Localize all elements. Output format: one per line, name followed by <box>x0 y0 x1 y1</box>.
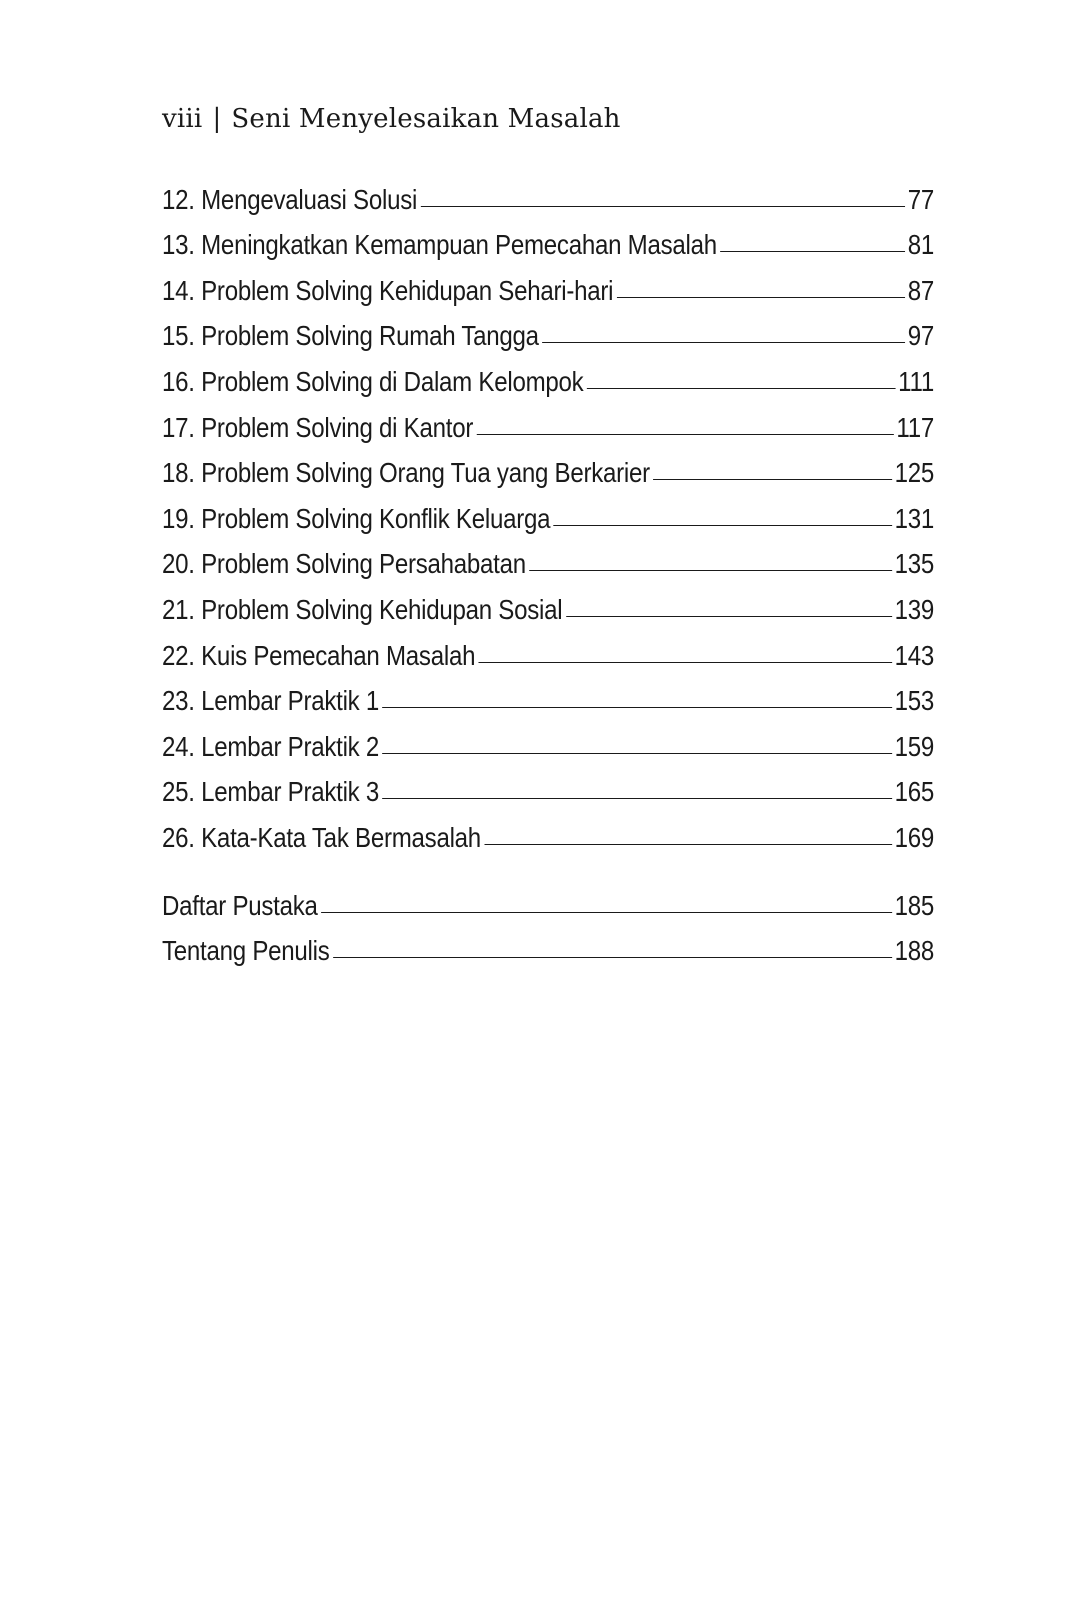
toc-entry <box>162 216 934 262</box>
toc-entry-page: 117 <box>896 411 934 443</box>
toc-entry-title: 18. Problem Solving Orang Tua yang Berkarier <box>162 457 650 489</box>
toc-leader-line <box>321 912 892 913</box>
toc-entry-title: 19. Problem Solving Konflik Keluarga <box>162 502 551 534</box>
toc-leader-line <box>566 616 892 617</box>
toc-entry-title: Daftar Pustaka <box>162 889 318 921</box>
toc-entry <box>162 398 934 444</box>
toc-entry <box>162 444 934 490</box>
toc-leader-line <box>382 798 892 799</box>
toc-entry <box>162 922 934 968</box>
toc-entry <box>162 352 934 398</box>
toc-leader-line <box>333 957 892 958</box>
toc-entry-page: 135 <box>894 548 934 580</box>
toc-entry-title: 26. Kata-Kata Tak Bermasalah <box>162 821 481 853</box>
toc-entry-title: 25. Lembar Praktik 3 <box>162 776 380 808</box>
toc-leader-line <box>542 342 905 343</box>
toc-leader-line <box>653 479 892 480</box>
toc-leader-line <box>479 662 892 663</box>
toc-entry-page: 97 <box>907 320 934 352</box>
toc-entry <box>162 307 934 353</box>
toc-entry <box>162 717 934 763</box>
toc-back-matter-list <box>162 876 934 967</box>
toc-entry-title: 23. Lembar Praktik 1 <box>162 685 380 717</box>
book-title: Seni Menyelesaikan Masalah <box>231 104 621 134</box>
toc-chapter-list <box>162 170 934 854</box>
toc-entry-title: 17. Problem Solving di Kantor <box>162 411 474 443</box>
toc-leader-line <box>617 297 905 298</box>
toc-entry <box>162 672 934 718</box>
toc-entry <box>162 170 934 216</box>
toc-entry-page: 153 <box>894 685 934 717</box>
page-number: viii <box>162 104 203 134</box>
toc-entry-title: 12. Mengevaluasi Solusi <box>162 183 418 215</box>
toc-leader-line <box>720 251 905 252</box>
toc-entry-title: 14. Problem Solving Kehidupan Sehari-hari <box>162 274 614 306</box>
toc-entry <box>162 808 934 854</box>
toc-entry <box>162 489 934 535</box>
toc-entry-title: 13. Meningkatkan Kemampuan Pemecahan Masalah <box>162 229 717 261</box>
toc-entry-title: 15. Problem Solving Rumah Tangga <box>162 320 539 352</box>
toc-entry <box>162 626 934 672</box>
toc-entry-page: 169 <box>894 821 934 853</box>
toc-entry-page: 131 <box>894 502 934 534</box>
toc-leader-line <box>529 570 892 571</box>
toc-entry-page: 81 <box>907 229 934 261</box>
toc-entry-page: 111 <box>898 365 934 397</box>
toc-entry-page: 77 <box>907 183 934 215</box>
toc-entry-title: 21. Problem Solving Kehidupan Sosial <box>162 593 563 625</box>
toc-entry-page: 159 <box>894 730 934 762</box>
toc-entry-page: 87 <box>907 274 934 306</box>
toc-entry-page: 188 <box>894 935 934 967</box>
toc-entry-title: Tentang Penulis <box>162 935 330 967</box>
toc-leader-line <box>382 753 892 754</box>
toc-leader-line <box>477 434 894 435</box>
toc-leader-line <box>587 388 896 389</box>
toc-entry-page: 139 <box>894 593 934 625</box>
header-separator: | <box>212 104 222 134</box>
toc-leader-line <box>382 707 892 708</box>
toc-entry-page: 165 <box>894 776 934 808</box>
toc-entry-page: 143 <box>894 639 934 671</box>
toc-entry-title: 20. Problem Solving Persahabatan <box>162 548 526 580</box>
toc-entry-title: 22. Kuis Pemecahan Masalah <box>162 639 476 671</box>
toc-entry <box>162 763 934 809</box>
toc-entry-title: 24. Lembar Praktik 2 <box>162 730 380 762</box>
toc-leader-line <box>554 525 892 526</box>
toc-entry-page: 125 <box>894 457 934 489</box>
toc-entry <box>162 580 934 626</box>
toc-entry <box>162 535 934 581</box>
running-head <box>162 104 621 134</box>
toc-leader-line <box>484 844 892 845</box>
toc-entry <box>162 876 934 922</box>
toc-leader-line <box>421 206 906 207</box>
toc-entry <box>162 261 934 307</box>
toc-entry-page: 185 <box>894 889 934 921</box>
toc-entry-title: 16. Problem Solving di Dalam Kelompok <box>162 365 584 397</box>
